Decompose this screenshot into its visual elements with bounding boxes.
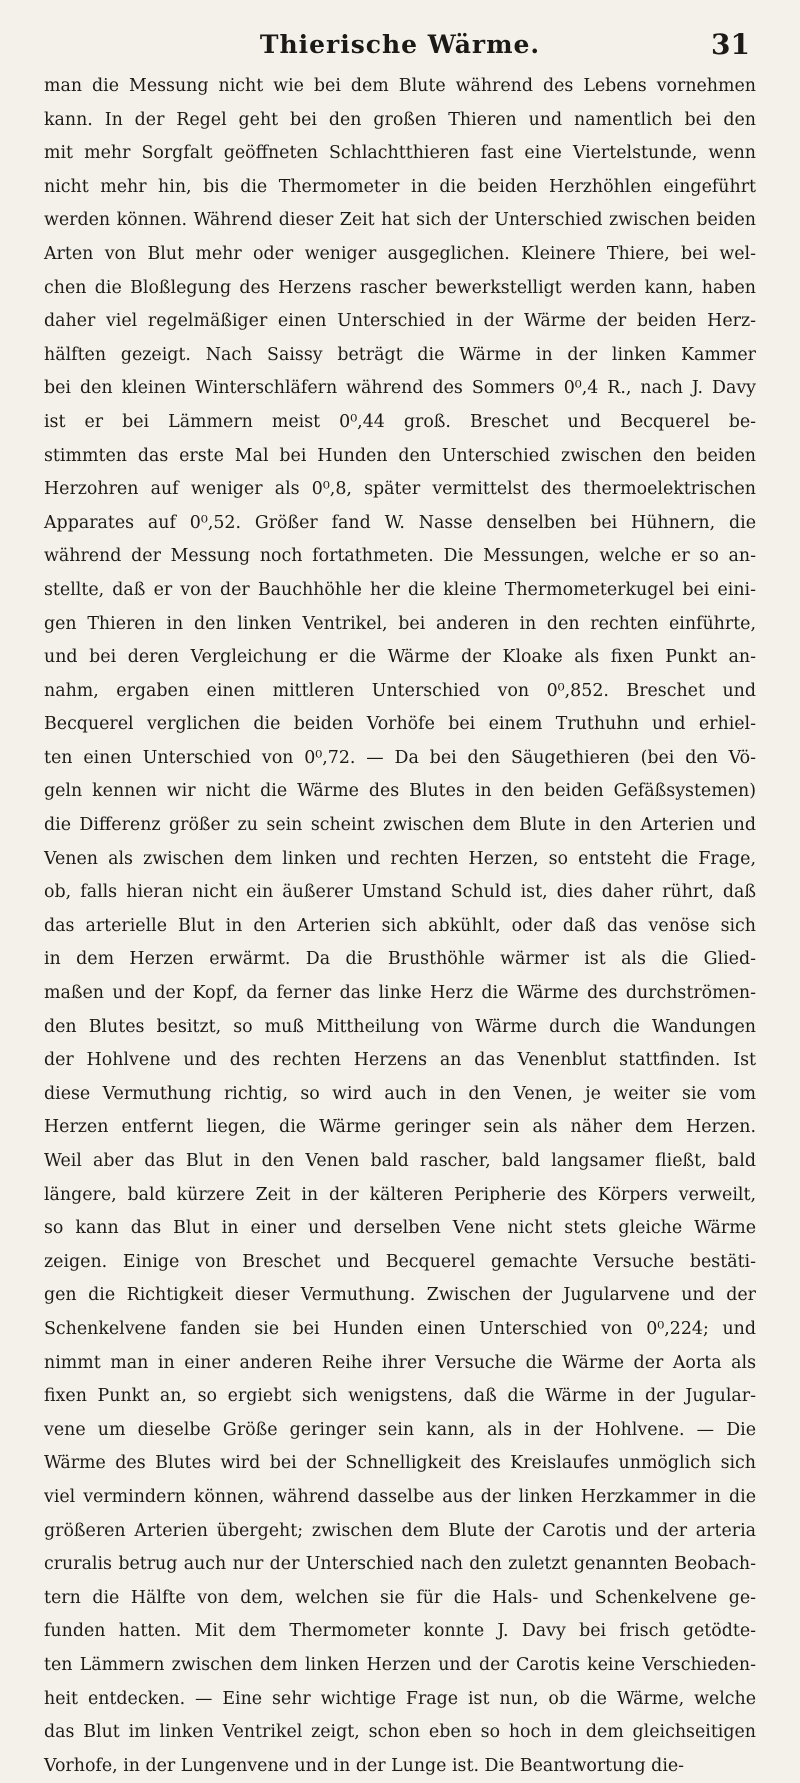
text-line: in dem Herzen erwärmt. Da die Brusthöhle wärmer ist als die Glied- — [44, 949, 756, 970]
text-line: viel vermindern können, während dasselbe aus der linken Herzkammer in die — [44, 1486, 756, 1507]
text-line: fixen Punkt an, so ergiebt sich wenigstens, daß die Wärme in der Jugular- — [44, 1386, 756, 1407]
text-line: heit entdecken. — Eine sehr wichtige Frage ist nun, ob die Wärme, welche — [44, 1688, 756, 1709]
text-line: gen Thieren in den linken Ventrikel, bei anderen in den rechten einführte, — [44, 613, 756, 634]
text-line: Arten von Blut mehr oder weniger ausgeglichen. Kleinere Thiere, bei wel- — [44, 243, 756, 264]
text-line: maßen und der Kopf, da ferner das linke Herz die Wärme des durchströmen- — [44, 983, 756, 1004]
text-line: gen die Richtigkeit dieser Vermuthung. Zwischen der Jugularvene und der — [44, 1285, 756, 1306]
text-line: hälften gezeigt. Nach Saissy beträgt die Wärme in der linken Kammer — [44, 344, 756, 365]
text-line: Vorhofe, in der Lungenvene und in der Lunge ist. Die Beantwortung die- — [44, 1755, 685, 1776]
text-line: Schenkelvene fanden sie bei Hunden einen Unterschied von 0⁰,224; und — [44, 1318, 756, 1339]
text-line: daher viel regelmäßiger einen Unterschied in der Wärme der beiden Herz- — [44, 311, 756, 332]
text-line: ten Lämmern zwischen dem linken Herzen und der Carotis keine Verschieden- — [44, 1654, 756, 1675]
text-line: nahm, ergaben einen mittleren Unterschied von 0⁰,852. Breschet und — [44, 680, 756, 701]
text-line: bei den kleinen Winterschläfern während des Sommers 0⁰,4 R., nach J. Davy — [44, 378, 756, 399]
text-line: Venen als zwischen dem linken und rechten Herzen, so entsteht die Frage, — [44, 848, 756, 869]
text-line: das Blut im linken Ventrikel zeigt, schon eben so hoch in dem gleichseitigen — [44, 1722, 756, 1743]
text-line: während der Messung noch fortathmeten. Die Messungen, welche er so an- — [44, 546, 756, 567]
text-line: kann. In der Regel geht bei den großen Thieren und namentlich bei den — [44, 109, 756, 130]
text-line: Apparates auf 0⁰,52. Größer fand W. Nasse denselben bei Hühnern, die — [44, 512, 756, 533]
text-line: ob, falls hieran nicht ein äußerer Umstand Schuld ist, dies daher rührt, daß — [44, 882, 756, 903]
text-line: die Differenz größer zu sein scheint zwischen dem Blute in den Arterien und — [44, 815, 756, 836]
text-line: Becquerel verglichen die beiden Vorhöfe bei einem Truthuhn und erhiel- — [44, 714, 756, 735]
text-line: den Blutes besitzt, so muß Mittheilung von Wärme durch die Wandungen — [44, 1016, 756, 1037]
body-text — [44, 70, 756, 1776]
text-line: mit mehr Sorgfalt geöffneten Schlachtthieren fast eine Viertelstunde, wenn — [44, 143, 756, 164]
text-line: Herzohren auf weniger als 0⁰,8, später vermittelst des thermoelektrischen — [44, 479, 756, 500]
text-line: das arterielle Blut in den Arterien sich abkühlt, oder daß das venöse sich — [44, 915, 756, 936]
text-line: längere, bald kürzere Zeit in der kälteren Peripherie des Körpers verweilt, — [44, 1184, 756, 1205]
text-line: ten einen Unterschied von 0⁰,72. — Da bei den Säugethieren (bei den Vö- — [44, 747, 756, 768]
running-head: Thierische Wärme. — [259, 30, 541, 59]
text-line: werden können. Während dieser Zeit hat sich der Unterschied zwischen beiden — [44, 210, 756, 231]
text-line: funden hatten. Mit dem Thermometer konnte J. Davy bei frisch getödte- — [44, 1621, 756, 1642]
text-line: diese Vermuthung richtig, so wird auch in den Venen, je weiter sie vom — [44, 1083, 756, 1104]
text-line: nimmt man in einer anderen Reihe ihrer Versuche die Wärme der Aorta als — [44, 1352, 756, 1373]
text-line: geln kennen wir nicht die Wärme des Blutes in den beiden Gefäßsystemen) — [44, 781, 756, 802]
text-line: stellte, daß er von der Bauchhöhle her die kleine Thermometerkugel bei eini- — [44, 579, 756, 600]
text-line: cruralis betrug auch nur der Unterschied nach den zuletzt genannten Beobach- — [44, 1554, 756, 1575]
text-line: Herzen entfernt liegen, die Wärme geringer sein als näher dem Herzen. — [44, 1117, 756, 1138]
text-line: der Hohlvene und des rechten Herzens an das Venenblut stattfinden. Ist — [44, 1050, 756, 1071]
text-line: und bei deren Vergleichung er die Wärme der Kloake als fixen Punkt an- — [44, 647, 756, 668]
text-line: man die Messung nicht wie bei dem Blute während des Lebens vornehmen — [44, 76, 756, 96]
text-line: Wärme des Blutes wird bei der Schnelligkeit des Kreislaufes unmöglich sich — [44, 1453, 756, 1474]
text-line: chen die Bloßlegung des Herzens rascher bewerkstelligt werden kann, haben — [44, 277, 756, 298]
text-line: ist er bei Lämmern meist 0⁰,44 groß. Breschet und Becquerel be- — [44, 411, 756, 432]
text-line: so kann das Blut in einer und derselben Vene nicht stets gleiche Wärme — [44, 1218, 756, 1239]
text-line: tern die Hälfte von dem, welchen sie für die Hals- und Schenkelvene ge- — [44, 1587, 756, 1608]
page-number: 31 — [711, 28, 750, 61]
text-line: stimmten das erste Mal bei Hunden den Unterschied zwischen den beiden — [44, 445, 756, 466]
text-line: Weil aber das Blut in den Venen bald rascher, bald langsamer fließt, bald — [44, 1151, 756, 1171]
text-line: größeren Arterien übergeht; zwischen dem Blute der Carotis und der arteria — [44, 1520, 756, 1541]
text-line: vene um dieselbe Größe geringer sein kann, als in der Hohlvene. — Die — [44, 1419, 756, 1440]
page-header — [44, 22, 756, 70]
text-line: zeigen. Einige von Breschet und Becquerel gemachte Versuche bestäti- — [44, 1251, 756, 1272]
text-line: nicht mehr hin, bis die Thermometer in die beiden Herzhöhlen eingeführt — [44, 176, 756, 197]
